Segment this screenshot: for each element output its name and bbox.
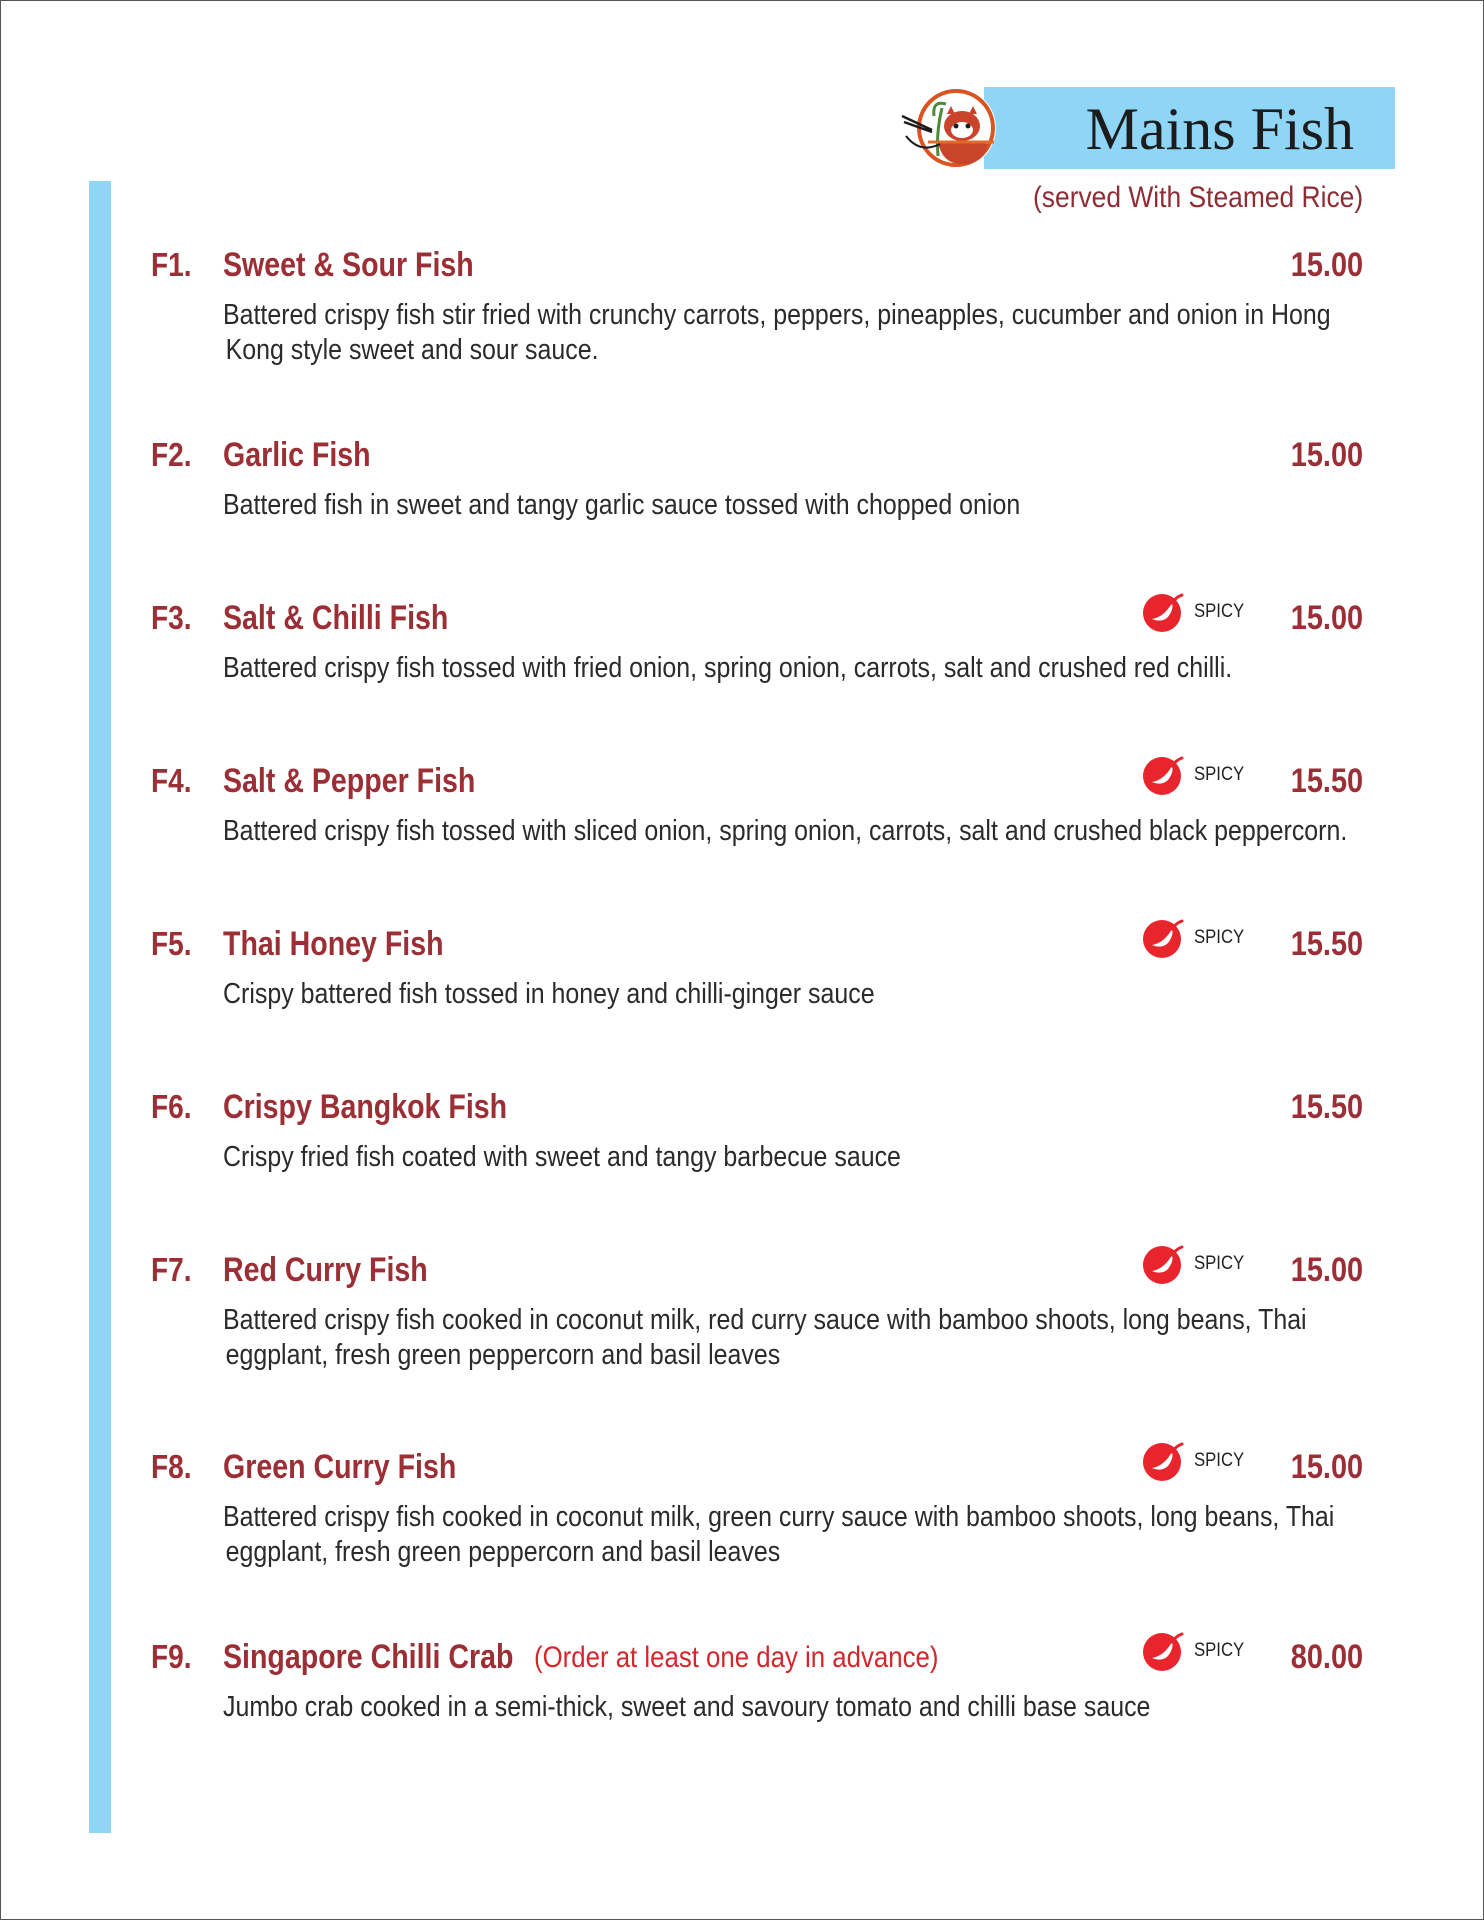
- item-description: [223, 1140, 1307, 1175]
- item-name: Sweet & Sour Fish: [223, 246, 474, 284]
- item-description-line: Kong style sweet and sour sauce.: [225, 334, 599, 366]
- page-subtitle: (served With Steamed Rice): [1032, 181, 1363, 214]
- chilli-icon: [1142, 1241, 1186, 1285]
- side-accent-bar: [89, 181, 111, 1833]
- item-description-line: Battered crispy fish tossed with sliced onion, spring onion, carrots, salt and crushed black peppercorn.: [223, 815, 1348, 847]
- chilli-icon: [1142, 1628, 1186, 1672]
- item-description-line: Crispy battered fish tossed in honey and chilli-ginger sauce: [223, 978, 875, 1010]
- item-price: 15.00: [1290, 599, 1363, 637]
- red-panda-noodle-logo-icon: [898, 86, 998, 170]
- item-description: [223, 977, 1307, 1012]
- chilli-icon: [1142, 589, 1186, 633]
- spicy-label: SPICY: [1194, 764, 1245, 785]
- spicy-label: SPICY: [1194, 1450, 1245, 1471]
- item-code: F5.: [151, 925, 192, 962]
- item-description: [223, 298, 1331, 368]
- item-description-line: Battered fish in sweet and tangy garlic sauce tossed with chopped onion: [223, 489, 1021, 521]
- item-description: [223, 651, 1307, 686]
- item-order-note: (Order at least one day in advance): [534, 1641, 939, 1674]
- chilli-icon: [1142, 915, 1186, 959]
- chilli-icon: [1142, 1438, 1186, 1482]
- item-description: [223, 1690, 1307, 1725]
- item-name: Salt & Pepper Fish: [223, 762, 476, 800]
- item-code: F4.: [151, 762, 192, 799]
- item-price: 15.00: [1290, 1251, 1363, 1289]
- spicy-badge: [1142, 752, 1245, 796]
- item-price: 15.00: [1290, 436, 1363, 474]
- item-description-line: Crispy fried fish coated with sweet and tangy barbecue sauce: [223, 1141, 901, 1173]
- item-price: 80.00: [1290, 1638, 1363, 1676]
- item-code: F8.: [151, 1448, 192, 1485]
- spicy-label: SPICY: [1194, 1640, 1245, 1661]
- item-description-line: eggplant, fresh green peppercorn and basil leaves: [225, 1536, 781, 1568]
- item-description-line: Jumbo crab cooked in a semi-thick, sweet and savoury tomato and chilli base sauce: [223, 1691, 1151, 1723]
- item-code: F7.: [151, 1251, 192, 1288]
- spicy-label: SPICY: [1194, 1253, 1245, 1274]
- item-description-line: eggplant, fresh green peppercorn and basil leaves: [225, 1339, 781, 1371]
- item-name: Garlic Fish: [223, 436, 371, 474]
- item-description-line: Battered crispy fish stir fried with crunchy carrots, peppers, pineapples, cucumber and onion in Hong: [223, 299, 1331, 331]
- item-description: [223, 814, 1348, 849]
- chilli-icon: [1142, 752, 1186, 796]
- item-name: Red Curry Fish: [223, 1251, 428, 1289]
- item-description: [223, 1303, 1307, 1373]
- item-price: 15.00: [1290, 246, 1363, 284]
- item-price: 15.50: [1290, 1088, 1363, 1126]
- spicy-label: SPICY: [1194, 601, 1245, 622]
- item-price: 15.50: [1290, 925, 1363, 963]
- item-name: Thai Honey Fish: [223, 925, 444, 963]
- spicy-badge: [1142, 1628, 1245, 1672]
- item-code: F3.: [151, 599, 192, 636]
- spicy-label: SPICY: [1194, 927, 1245, 948]
- item-name: Singapore Chilli Crab: [223, 1638, 514, 1676]
- item-description: [223, 1500, 1335, 1570]
- spicy-badge: [1142, 589, 1245, 633]
- spicy-badge: [1142, 915, 1245, 959]
- item-code: F2.: [151, 436, 192, 473]
- item-code: F1.: [151, 246, 192, 283]
- item-name: Green Curry Fish: [223, 1448, 457, 1486]
- item-description: [223, 488, 1307, 523]
- item-description-line: Battered crispy fish cooked in coconut milk, green curry sauce with bamboo shoots, long beans, Thai: [223, 1501, 1335, 1533]
- item-price: 15.50: [1290, 762, 1363, 800]
- item-code: F9.: [151, 1638, 192, 1675]
- page-title: Mains Fish: [1085, 96, 1354, 162]
- spicy-badge: [1142, 1241, 1245, 1285]
- item-name: Crispy Bangkok Fish: [223, 1088, 508, 1126]
- item-price: 15.00: [1290, 1448, 1363, 1486]
- item-name: Salt & Chilli Fish: [223, 599, 449, 637]
- item-description-line: Battered crispy fish tossed with fried onion, spring onion, carrots, salt and crushed red chilli.: [223, 652, 1233, 684]
- item-description-line: Battered crispy fish cooked in coconut milk, red curry sauce with bamboo shoots, long beans, Thai: [223, 1304, 1307, 1336]
- item-code: F6.: [151, 1088, 192, 1125]
- spicy-badge: [1142, 1438, 1245, 1482]
